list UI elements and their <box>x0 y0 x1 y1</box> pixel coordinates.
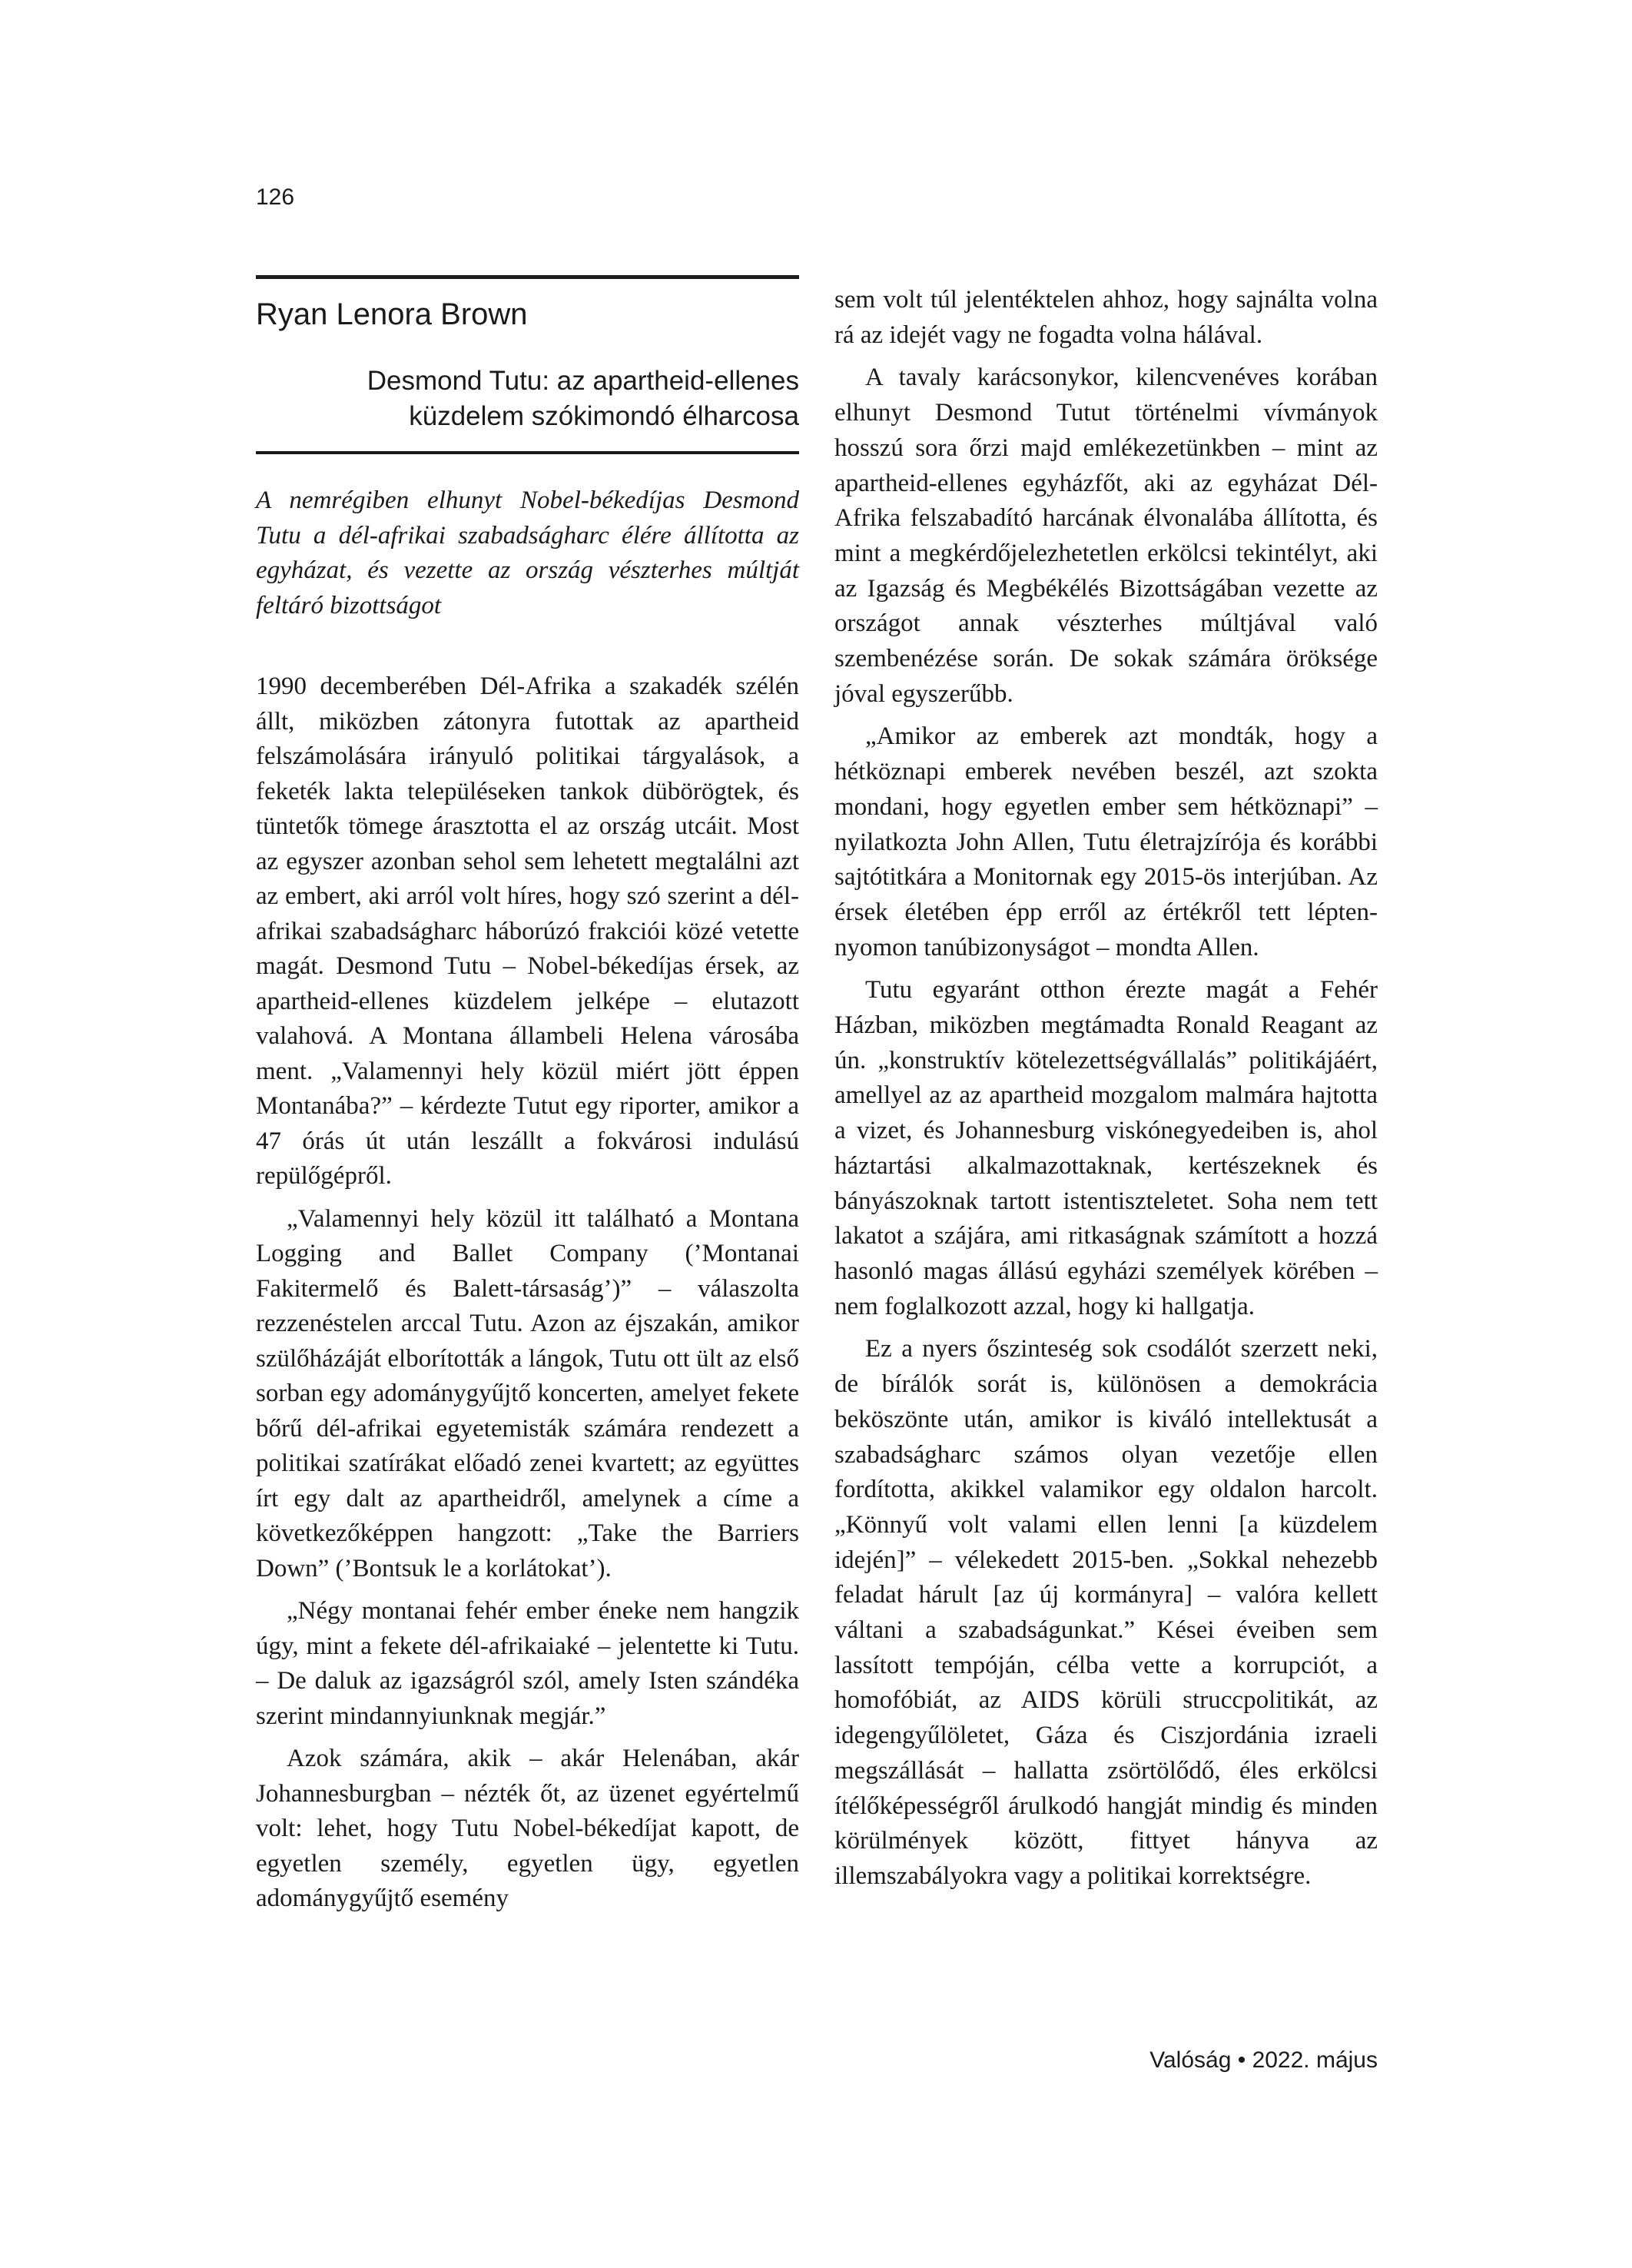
title-line-2: küzdelem szókimondó élharcosa <box>409 401 799 431</box>
paragraph: sem volt túl jelentéktelen ahhoz, hogy sajnálta volna rá az idejét vagy ne fogadta volna hálával. <box>834 286 1378 349</box>
title-rule <box>256 451 799 454</box>
author-name: Ryan Lenora Brown <box>256 297 528 331</box>
paragraph: „Valamennyi hely közül itt található a Montana Logging and Ballet Company (’Montanai Fakitermelő és Balett-társaság’)” – válaszolta rezzenéstelen arccal Tutu. Azon az éjszakán, amikor szülőházáját elborították a lángok, Tutu ott ült az első sorban egy adománygyűjtő koncerten, amelyet fekete bőrű dél-afrikai egyetemisták számára rendezett a politikai szatírákat előadó zenei kvartett; az együttes írt egy dalt az apartheidről, amelynek a címe a következőképpen hangzott: „Take the Barriers Down” (’Bontsuk le a korlátokat’). <box>256 1204 799 1582</box>
left-body-text <box>256 669 799 1917</box>
paragraph: A tavaly karácsonykor, kilencvenéves korában elhunyt Desmond Tutut történelmi vívmányok hosszú sora őrzi majd emlékezetünkben – mint az apartheid-ellenes egyházfőt, aki az egyházat Dél-Afrika felszabadító harcának élvonalába állította, és mint a megkérdőjelezhetetlen erkölcsi tekintélyt, aki az Igazság és Megbékélés Bizottságában vezette az országot annak vészterhes múltjával való szembenézése során. De sokak számára öröksége jóval egyszerűbb. <box>834 364 1378 708</box>
paragraph: Tutu egyaránt otthon érezte magát a Fehér Házban, miközben megtámadta Ronald Reagant az ún. „konstruktív kötelezettségvállalás” politikájáért, amellyel az az apartheid mozgalom malmára hajtotta a vizet, és Johannesburg viskónegyedeiben is, ahol háztartási alkalmazottaknak, kertészeknek és bányászoknak tartott istentiszteletet. Soha nem tett lakatot a szájára, ami ritkaságnak számított a hozzá hasonló magas állású egyházi személyek körében – nem foglalkozott azzal, hogy ki hallgatja. <box>834 976 1378 1320</box>
paragraph: „Amikor az emberek azt mondták, hogy a hétköznapi emberek nevében beszél, azt szokta mondani, hogy egyetlen ember sem hétköznapi” – nyilatkozta John Allen, Tutu életrajzírója és korábbi sajtótitkára a Monitornak egy 2015-ös interjúban. Az érsek életében épp erről az értékről tett lépten-nyomon tanúbizonyságot – mondta Allen. <box>834 722 1378 961</box>
paragraph: „Négy montanai fehér ember éneke nem hangzik úgy, mint a fekete dél-afrikaiaké – jelentette ki Tutu. – De daluk az igazságról szól, amely Isten szándéka szerint mindannyiunknak megjár.” <box>256 1597 799 1730</box>
right-body-text <box>834 283 1378 1894</box>
article-title <box>256 364 799 434</box>
right-column <box>834 283 1378 1902</box>
paragraph: Ez a nyers őszinteség sok csodálót szerzett neki, de bírálók sorát is, különösen a demokrácia beköszönte után, amikor is kiváló intellektusát a szabadságharc számos olyan vezetője ellen fordította, akikkel valamikor egy oldalon harcolt. „Könnyű volt valami ellen lenni [a küzdelem idején]” – vélekedett 2015-ben. „Sokkal nehezebb feladat hárult [az új kormányra] – valóra kellett váltani a szabadságunkat.” Kései éveiben sem lassított tempóján, célba vette a korrupciót, a homofóbiát, az AIDS körüli struccpolitikát, az idegengyűlöletet, Gáza és Ciszjordánia izraeli megszállását – hallatta zsörtölődő, éles erkölcsi ítélőképességről árulkodó hangját mindig és minden körülmények között, fittyet hányva az illemszabályokra vagy a politikai korrektségre. <box>834 1335 1378 1890</box>
journal-footer: Valóság • 2022. május <box>1149 2047 1378 2073</box>
top-rule <box>256 275 799 279</box>
paragraph: Azok számára, akik – akár Helenában, akár Johannesburgban – nézték őt, az üzenet egyértelmű volt: lehet, hogy Tutu Nobel-békedíjat kapott, de egyetlen személy, egyetlen ügy, egyetlen adománygyűjtő esemény <box>256 1745 799 1913</box>
page-number: 126 <box>256 184 295 210</box>
title-line-1: Desmond Tutu: az apartheid-ellenes <box>367 366 799 396</box>
paragraph: 1990 decemberében Dél-Afrika a szakadék szélén állt, miközben zátonyra futottak az apartheid felszámolására irányuló politikai tárgyalások, a feketék lakta településeken tankok dübörögtek, és tüntetők tömege árasztotta el az ország utcáit. Most az egyszer azonban sehol sem lehetett megtalálni azt az embert, aki arról volt híres, hogy szó szerint a dél-afrikai szabadságharc háborúzó frakciói közé vetette magát. Desmond Tutu – Nobel-békedíjas érsek, az apartheid-ellenes küzdelem jelképe – elutazott valahová. A Montana állambeli Helena városába ment. „Valamennyi hely közül miért jött éppen Montanába?” – kérdezte Tutut egy riporter, amikor a 47 órás út után leszállt a fokvárosi indulású repülőgépről. <box>256 672 799 1190</box>
left-column <box>256 275 799 1924</box>
lead-paragraph: A nemrégiben elhunyt Nobel-békedíjas Desmond Tutu a dél-afrikai szabadságharc élére állította az egyházat, és vezette az ország vészterhes múltját feltáró bizottságot <box>256 486 799 619</box>
